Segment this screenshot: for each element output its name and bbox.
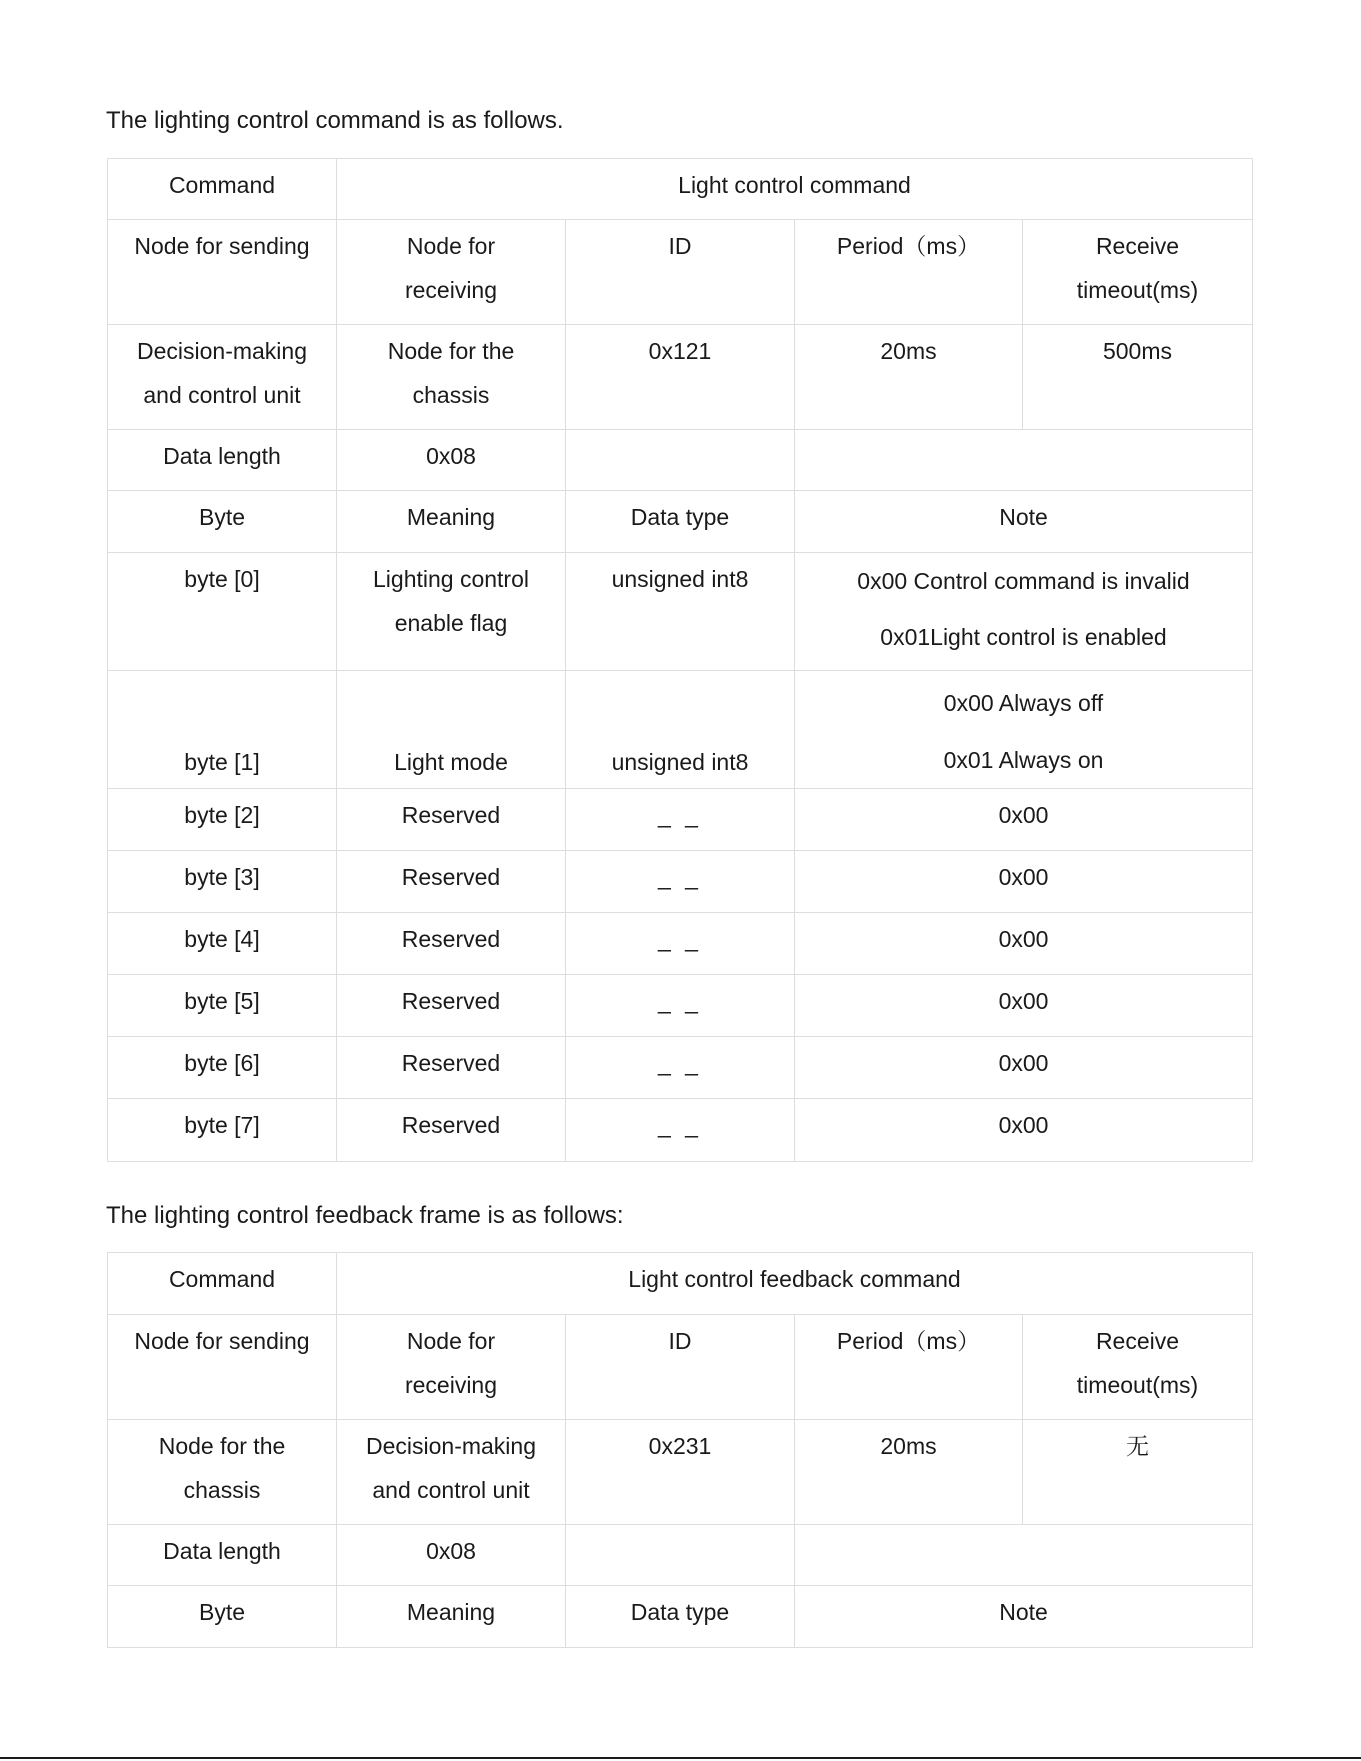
info-id: 0x121: [566, 325, 795, 430]
page-bottom-rule: [0, 1757, 1361, 1759]
reserved-meaning: Reserved: [337, 789, 566, 851]
data-length-empty-note: [795, 1525, 1253, 1586]
reserved-byte: byte [3]: [108, 851, 337, 913]
info-id: 0x231: [566, 1420, 795, 1525]
header-receive-timeout: Receive timeout(ms): [1023, 220, 1253, 325]
column-note: Note: [795, 1586, 1253, 1648]
byte1-note: 0x00 Always off 0x01 Always on: [795, 671, 1253, 789]
reserved-note: 0x00: [795, 789, 1253, 851]
reserved-type: _ _: [566, 1099, 795, 1162]
column-meaning: Meaning: [337, 491, 566, 553]
column-meaning: Meaning: [337, 1586, 566, 1648]
data-length-empty-cell: [566, 430, 795, 491]
info-node-sending: Node for the chassis: [108, 1420, 337, 1525]
reserved-type: _ _: [566, 975, 795, 1037]
command-label-cell: Command: [108, 159, 337, 220]
command-value-cell: Light control feedback command: [337, 1253, 1253, 1315]
byte1-byte: byte [1]: [108, 671, 337, 789]
reserved-meaning: Reserved: [337, 851, 566, 913]
reserved-note: 0x00: [795, 913, 1253, 975]
reserved-note: 0x00: [795, 851, 1253, 913]
reserved-type: _ _: [566, 913, 795, 975]
data-length-empty-note: [795, 430, 1253, 491]
reserved-type: _ _: [566, 851, 795, 913]
info-period: 20ms: [795, 1420, 1023, 1525]
info-receive-timeout: 无: [1023, 1420, 1253, 1525]
column-byte: Byte: [108, 491, 337, 553]
column-data-type: Data type: [566, 491, 795, 553]
byte0-note: 0x00 Control command is invalid 0x01Light control is enabled: [795, 553, 1253, 671]
data-length-empty-cell: [566, 1525, 795, 1586]
light-control-feedback-table: [107, 1252, 1253, 1648]
data-length-label: Data length: [108, 1525, 337, 1586]
data-length-label: Data length: [108, 430, 337, 491]
light-control-command-table: [107, 158, 1253, 1162]
reserved-meaning: Reserved: [337, 1037, 566, 1099]
column-data-type: Data type: [566, 1586, 795, 1648]
header-id: ID: [566, 220, 795, 325]
info-node-receiving: Decision-making and control unit: [337, 1420, 566, 1525]
column-byte: Byte: [108, 1586, 337, 1648]
reserved-byte: byte [6]: [108, 1037, 337, 1099]
header-id: ID: [566, 1315, 795, 1420]
command-label-cell: Command: [108, 1253, 337, 1315]
byte1-meaning: Light mode: [337, 671, 566, 789]
reserved-note: 0x00: [795, 1099, 1253, 1162]
info-receive-timeout: 500ms: [1023, 325, 1253, 430]
data-length-value: 0x08: [337, 430, 566, 491]
reserved-byte: byte [5]: [108, 975, 337, 1037]
byte0-byte: byte [0]: [108, 553, 337, 671]
reserved-meaning: Reserved: [337, 1099, 566, 1162]
reserved-note: 0x00: [795, 975, 1253, 1037]
info-node-receiving: Node for the chassis: [337, 325, 566, 430]
reserved-byte: byte [4]: [108, 913, 337, 975]
byte1-type: unsigned int8: [566, 671, 795, 789]
reserved-meaning: Reserved: [337, 913, 566, 975]
byte0-type: unsigned int8: [566, 553, 795, 671]
info-period: 20ms: [795, 325, 1023, 430]
header-period: Period（ms）: [795, 220, 1023, 325]
header-node-receiving: Node for receiving: [337, 1315, 566, 1420]
info-node-sending: Decision-making and control unit: [108, 325, 337, 430]
reserved-meaning: Reserved: [337, 975, 566, 1037]
header-receive-timeout: Receive timeout(ms): [1023, 1315, 1253, 1420]
reserved-type: _ _: [566, 789, 795, 851]
reserved-note: 0x00: [795, 1037, 1253, 1099]
command-value-cell: Light control command: [337, 159, 1253, 220]
header-period: Period（ms）: [795, 1315, 1023, 1420]
feedback-intro-text: The lighting control feedback frame is as follows:: [106, 1202, 624, 1229]
column-note: Note: [795, 491, 1253, 553]
header-node-receiving: Node for receiving: [337, 220, 566, 325]
header-node-sending: Node for sending: [108, 220, 337, 325]
header-node-sending: Node for sending: [108, 1315, 337, 1420]
data-length-value: 0x08: [337, 1525, 566, 1586]
byte0-meaning: Lighting control enable flag: [337, 553, 566, 671]
reserved-type: _ _: [566, 1037, 795, 1099]
reserved-byte: byte [7]: [108, 1099, 337, 1162]
reserved-byte: byte [2]: [108, 789, 337, 851]
command-intro-text: The lighting control command is as follows.: [106, 107, 564, 134]
